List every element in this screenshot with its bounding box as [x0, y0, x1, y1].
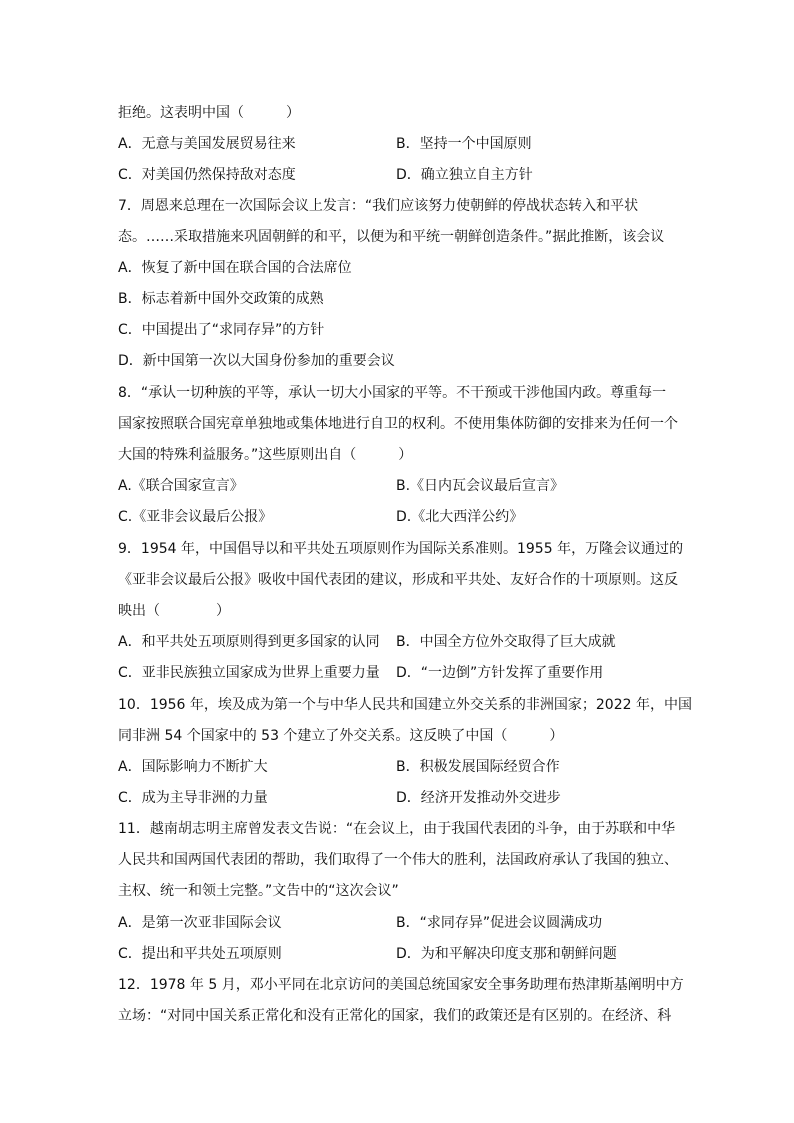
question-11-stem-cont: 主权、统一和领土完整。”文告中的“这次会议”	[118, 883, 399, 899]
option-a: A．是第一次亚非国际会议	[118, 915, 282, 931]
question-9-stem-cont: 映出（ ）	[118, 603, 230, 619]
option-a: A．国际影响力不断扩大	[118, 759, 268, 775]
option-c: C．提出和平共处五项原则	[118, 946, 282, 962]
question-7-stem: 7．周恩来总理在一次国际会议上发言：“我们应该努力使朝鲜的停战状态转入和平状	[118, 198, 639, 214]
option-b: B．标志着新中国外交政策的成熟	[118, 291, 324, 307]
question-9-stem-cont: 《亚非会议最后公报》吸收中国代表团的建议，形成和平共处、友好合作的十项原则。这反	[118, 572, 678, 588]
option-c: C．对美国仍然保持敌对态度	[118, 167, 296, 183]
option-c: C.《亚非会议最后公报》	[118, 509, 273, 525]
option-c: C．中国提出了“求同存异”的方针	[118, 322, 325, 338]
option-d: D．确立独立自主方针	[396, 167, 533, 183]
option-b: B．“求同存异”促进会议圆满成功	[396, 915, 603, 931]
option-a: A.《联合国家宣言》	[118, 478, 244, 494]
text-line: 拒绝。这表明中国（ ）	[118, 105, 300, 121]
question-7-stem-cont: 态。……采取措施来巩固朝鲜的和平，以便为和平统一朝鲜创造条件。”据此推断，该会议	[118, 229, 665, 245]
option-b: B.《日内瓦会议最后宣言》	[396, 478, 565, 494]
option-c: C．成为主导非洲的力量	[118, 790, 268, 806]
question-12-stem: 12．1978 年 5 月，邓小平同在北京访问的美国总统国家安全事务助理布热津斯基阐明中方	[118, 977, 684, 993]
option-a: A．和平共处五项原则得到更多国家的认同	[118, 634, 380, 650]
question-10-stem: 10．1956 年，埃及成为第一个与中华人民共和国建立外交关系的非洲国家；2022 年，中国	[118, 697, 692, 713]
question-9-stem: 9．1954 年，中国倡导以和平共处五项原则作为国际关系准则。1955 年，万隆会议通过的	[118, 541, 684, 557]
option-d: D．经济开发推动外交进步	[396, 790, 561, 806]
option-b: B．坚持一个中国原则	[396, 136, 532, 152]
option-d: D．“一边倒”方针发挥了重要作用	[396, 665, 604, 681]
option-b: B．中国全方位外交取得了巨大成就	[396, 634, 616, 650]
question-11-stem: 11．越南胡志明主席曾发表文告说：“在会议上，由于我国代表团的斗争，由于苏联和中华	[118, 821, 676, 837]
option-a: A．无意与美国发展贸易往来	[118, 136, 296, 152]
option-c: C．亚非民族独立国家成为世界上重要力量	[118, 665, 380, 681]
question-11-stem-cont: 人民共和国两国代表团的帮助，我们取得了一个伟大的胜利，法国政府承认了我国的独立、	[118, 852, 678, 868]
question-8-stem-cont: 国家按照联合国宪章单独地或集体地进行自卫的权利。不使用集体防御的安排来为任何一个	[118, 416, 678, 432]
question-12-stem-cont: 立场：“对同中国关系正常化和没有正常化的国家，我们的政策还是有区别的。在经济、科	[118, 1008, 672, 1024]
question-10-stem-cont: 同非洲 54 个国家中的 53 个建立了外交关系。这反映了中国（ ）	[118, 728, 564, 744]
option-d: D．为和平解决印度支那和朝鲜问题	[396, 946, 617, 962]
question-8-stem-cont: 大国的特殊利益服务。”这些原则出自（ ）	[118, 447, 413, 463]
option-d: D．新中国第一次以大国身份参加的重要会议	[118, 353, 395, 369]
question-8-stem: 8．“承认一切种族的平等，承认一切大小国家的平等。不干预或干涉他国内政。尊重每一	[118, 385, 667, 401]
option-a: A．恢复了新中国在联合国的合法席位	[118, 260, 352, 276]
option-b: B．积极发展国际经贸合作	[396, 759, 560, 775]
option-d: D.《北大西洋公约》	[396, 509, 524, 525]
